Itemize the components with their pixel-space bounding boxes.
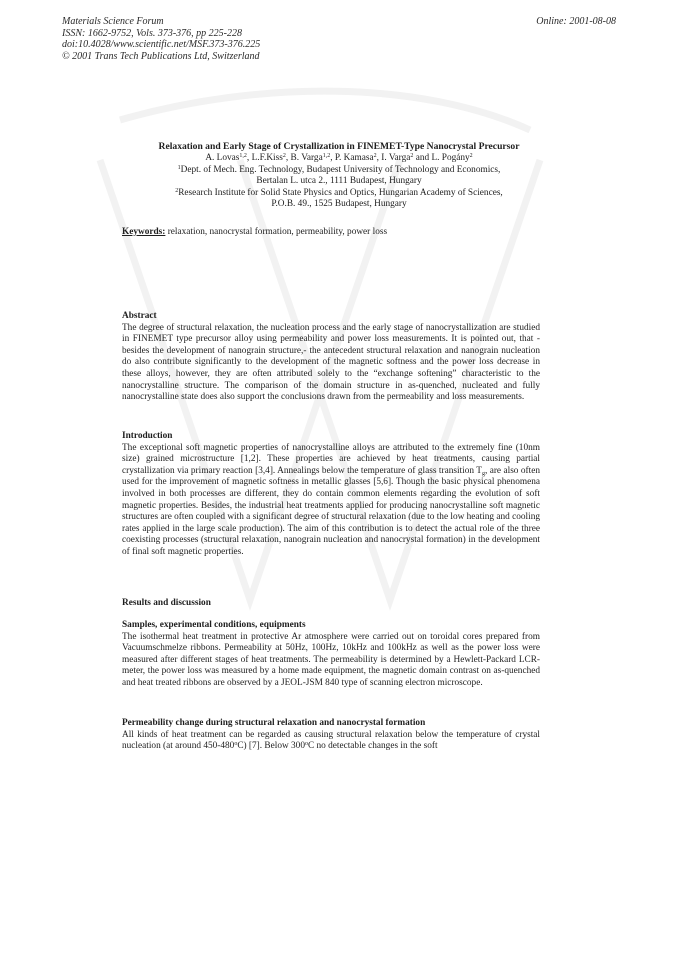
introduction-heading: Introduction <box>122 431 173 441</box>
affiliation-1 <box>0 165 678 177</box>
author-name: B. Varga <box>290 153 323 163</box>
tg-subscript: g <box>481 470 485 477</box>
affiliation-2 <box>0 188 678 200</box>
journal-doi: doi:10.4028/www.scientific.net/MSF.373-376.225 <box>62 39 261 50</box>
abstract-text: The degree of structural relaxation, the nucleation process and the early stage of nanocrystallization are studied in FINEMET type precursor alloy using permeability and power loss measurements. It is pointed out, that -besides the development of nanograin structure,- the antecedent structural relaxation and nanograin nucleation do also contribute significantly to the development of the magnetic softness and the power loss decrease in these alloys, however, they are often attributed solely to the “exchange softening” characteristic to the nanocrystalline structure. The comparison of the domain structure in as-quenched, nucleated and fully nanocrystalline state does also support the conclusions drawn from the permeability and loss measurements. <box>122 322 540 403</box>
samples-text: The isothermal heat treatment in protective Ar atmosphere were carried out on toroidal cores prepared from Vacuumschmelze ribbons. Permeability at 50Hz, 100Hz, 10kHz and 100kHz as well as the power loss were measured after different stages of heat treatments. The permeability is determined by a Hewlett-Packard LCR-meter, the power loss was measured by a home made equipment, the magnetic domain contrast on as-quenched and heat treated ribbons are observed by a JEOL-JSM 840 type of scanning electron microscope. <box>122 631 540 688</box>
journal-header <box>62 16 260 62</box>
results-heading: Results and discussion <box>122 598 211 608</box>
abstract-heading: Abstract <box>122 311 157 321</box>
permeability-section <box>122 718 540 753</box>
samples-section <box>122 620 540 690</box>
introduction-text-part: The exceptional soft magnetic properties of nanocrystalline alloys are attributed to the extremely fine (10nm size) grained microstructure [1,2]. These properties are achieved by heat treatments, causing partial crystallization via primary reaction [3,4]. Annealings below the temperature of glass transition T <box>122 442 540 476</box>
affiliation-number: 1 <box>177 164 181 171</box>
keywords <box>122 227 387 239</box>
affiliation-line: P.O.B. 49., 1525 Budapest, Hungary <box>271 199 407 210</box>
author-name: L.F.Kiss <box>251 153 283 163</box>
permeability-text-part: All kinds of heat treatment can be regarded as causing structural relaxation below the temperature of crystal nucleation (at around 450-480 <box>122 729 540 752</box>
affiliation-line: Dept. of Mech. Eng. Technology, Budapest University of Technology and Economics, <box>180 164 501 175</box>
author-name: P. Kamasa <box>334 153 374 163</box>
degree-symbol: o <box>304 741 308 748</box>
results-section <box>122 598 540 610</box>
permeability-text <box>122 730 540 753</box>
keywords-text: relaxation, nanocrystal formation, permeability, power loss <box>165 227 388 237</box>
author-name: L. Pogány <box>431 153 470 163</box>
author-list: A. Lovas$^{1,2}$, L.F.Kiss$^2$, B. Varga$^{1,2}$, P. Kamasa$^2$, I. Varga$^2$ and L. Pogány$^2$ <box>205 153 473 163</box>
keywords-label: Keywords: <box>122 227 166 237</box>
permeability-text-part: C no detectable changes in the soft <box>307 741 438 752</box>
introduction-text <box>122 443 540 559</box>
journal-name: Materials Science Forum <box>62 16 164 27</box>
author-affiliation: 2 <box>373 153 377 159</box>
author-affiliation: 2 <box>469 153 473 159</box>
watermark-stroke-arc <box>120 91 530 130</box>
author-name: I. Varga <box>381 153 411 163</box>
affiliation-number: 2 <box>175 187 179 194</box>
online-date: Online: 2001-08-08 <box>536 16 616 27</box>
author-conjunction: and <box>415 153 430 163</box>
permeability-heading: Permeability change during structural relaxation and nanocrystal formation <box>122 718 426 728</box>
author-name: A. Lovas <box>205 153 240 163</box>
journal-issn: ISSN: 1662-9752, Vols. 373-376, pp 225-228 <box>62 27 242 39</box>
abstract-section <box>122 311 540 404</box>
samples-heading: Samples, experimental conditions, equipments <box>122 620 306 630</box>
author-block <box>0 153 678 211</box>
degree-symbol: o <box>234 741 238 748</box>
author-affiliation: 1,2 <box>322 153 331 159</box>
author-affiliation: 2 <box>410 153 414 159</box>
introduction-section <box>122 431 540 559</box>
affiliation-line: Research Institute for Solid State Physics and Optics, Hungarian Academy of Sciences, <box>178 187 503 198</box>
introduction-text-part: , are also often used for the improvement of magnetic softness in metallic glasses [5,6]. Though the basic physical phenomena involved in both processes are different, they do contain common elements regarding the evolution of soft magnetic properties. Besides, the industrial heat treatments applied for producing nanocrystalline soft magnetic structures are often coupled with a significant degree of structural relaxation (due to the low heating and cooling rates applied in the large scale production). The aim of this contribution is to detect the actual role of the three coexisting processes (structural relaxation, nanograin nucleation and nanocrystal formation) in the development of final soft magnetic properties. <box>122 465 540 557</box>
author-affiliation: 2 <box>282 153 286 159</box>
affiliation-line: Bertalan L. utca 2., 1111 Budapest, Hungary <box>256 176 422 187</box>
permeability-text-part: C) [7]. Below 300 <box>237 741 305 752</box>
journal-copyright: © 2001 Trans Tech Publications Ltd, Switzerland <box>62 50 260 62</box>
author-affiliation: 1,2 <box>239 153 247 159</box>
paper-title: Relaxation and Early Stage of Crystallization in FINEMET-Type Nanocrystal Precursor <box>158 141 520 152</box>
